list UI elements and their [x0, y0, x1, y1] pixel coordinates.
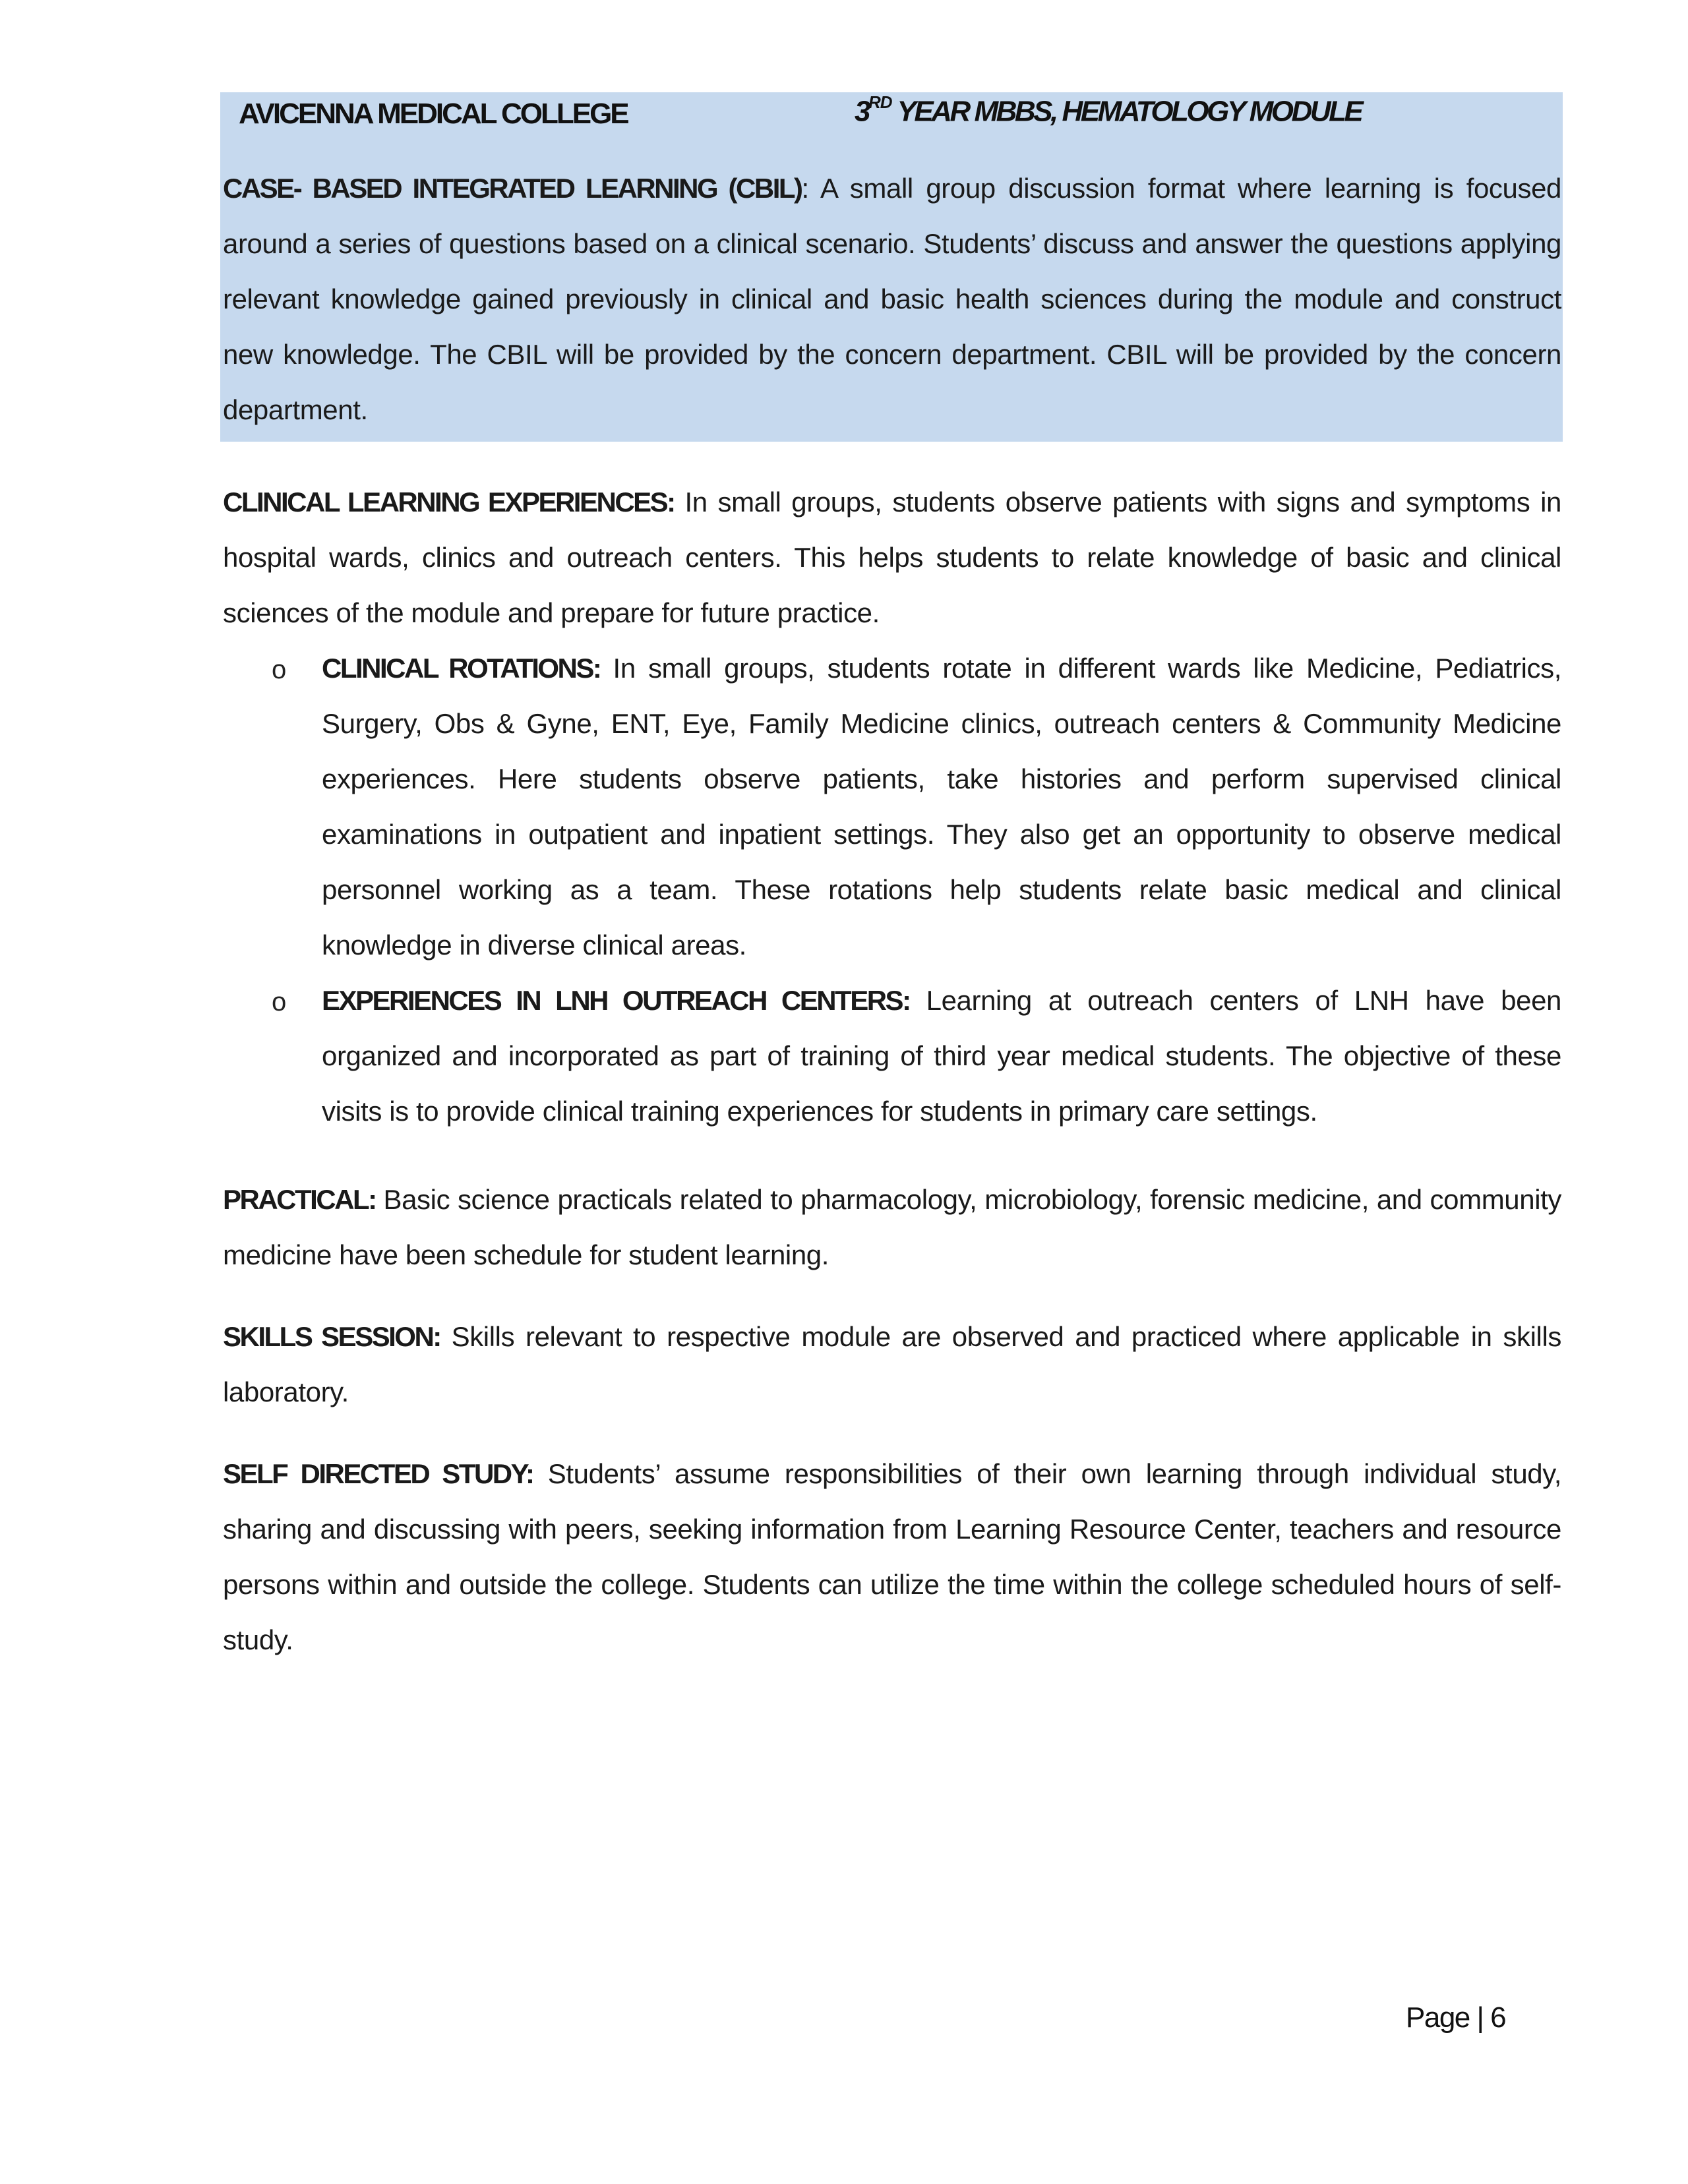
outreach-heading: EXPERIENCES IN LNH OUTREACH CENTERS:	[322, 985, 910, 1016]
clinical-heading: CLINICAL LEARNING EXPERIENCES:	[223, 487, 675, 517]
self-study-text: Students’ assume responsibilities of their own learning through individual study, sharing and discussing with peers, seeking information from Learning Resource Center, teachers and resource persons within and outside the college. Students can utilize the time within the college scheduled hours of self-study.	[223, 1458, 1561, 1655]
outreach-bullet: o	[272, 988, 287, 1017]
module-name: YEAR MBBS, HEMATOLOGY MODULE	[891, 95, 1362, 128]
outreach-list-item	[322, 973, 1561, 1139]
practical-text: Basic science practicals related to pharmacology, microbiology, forensic medicine, and community medicine have been schedule for student learning.	[223, 1184, 1561, 1270]
clinical-paragraph	[223, 475, 1561, 641]
skills-text: Skills relevant to respective module are observed and practiced where applicable in skills laboratory.	[223, 1321, 1561, 1407]
college-name: AVICENNA MEDICAL COLLEGE	[239, 98, 628, 130]
self-study-paragraph	[223, 1446, 1561, 1668]
page-number: Page | 6	[1406, 2001, 1506, 2034]
year-superscript: RD	[868, 92, 892, 112]
cbil-heading: CASE- BASED INTEGRATED LEARNING (CBIL)	[223, 173, 802, 204]
rotations-bullet: o	[272, 655, 287, 684]
module-title	[855, 92, 1362, 129]
outreach-text: Learning at outreach centers of LNH have been organized and incorporated as part of training of third year medical students. The objective of these visits is to provide clinical training experiences for students in primary care settings.	[322, 985, 1562, 1127]
practical-heading: PRACTICAL:	[223, 1184, 376, 1215]
year-number: 3	[855, 95, 868, 128]
skills-paragraph	[223, 1309, 1561, 1420]
cbil-paragraph	[223, 161, 1561, 438]
self-study-heading: SELF DIRECTED STUDY:	[223, 1458, 533, 1489]
clinical-text: In small groups, students observe patients with signs and symptoms in hospital wards, clinics and outreach centers. This helps students to relate knowledge of basic and clinical sciences of the module and prepare for future practice.	[223, 487, 1561, 628]
rotations-list-item	[322, 641, 1561, 973]
cbil-text: : A small group discussion format where learning is focused around a series of questions based on a clinical scenario. Students’ discuss and answer the questions applying relevant knowledge gained previously in clinical and basic health sciences during the module and construct new knowledge. The CBIL will be provided by the concern department. CBIL will be provided by the concern department.	[223, 173, 1562, 425]
practical-paragraph	[223, 1172, 1561, 1283]
skills-heading: SKILLS SESSION:	[223, 1321, 440, 1352]
rotations-text: In small groups, students rotate in different wards like Medicine, Pediatrics, Surgery, Obs & Gyne, ENT, Eye, Family Medicine clinics, outreach centers & Community Medicine experiences. Here students observe patients, take histories and perform supervised clinical examinations in outpatient and inpatient settings. They also get an opportunity to observe medical personnel working as a team. These rotations help students relate basic medical and clinical knowledge in diverse clinical areas.	[322, 653, 1561, 960]
rotations-heading: CLINICAL ROTATIONS:	[322, 653, 601, 684]
